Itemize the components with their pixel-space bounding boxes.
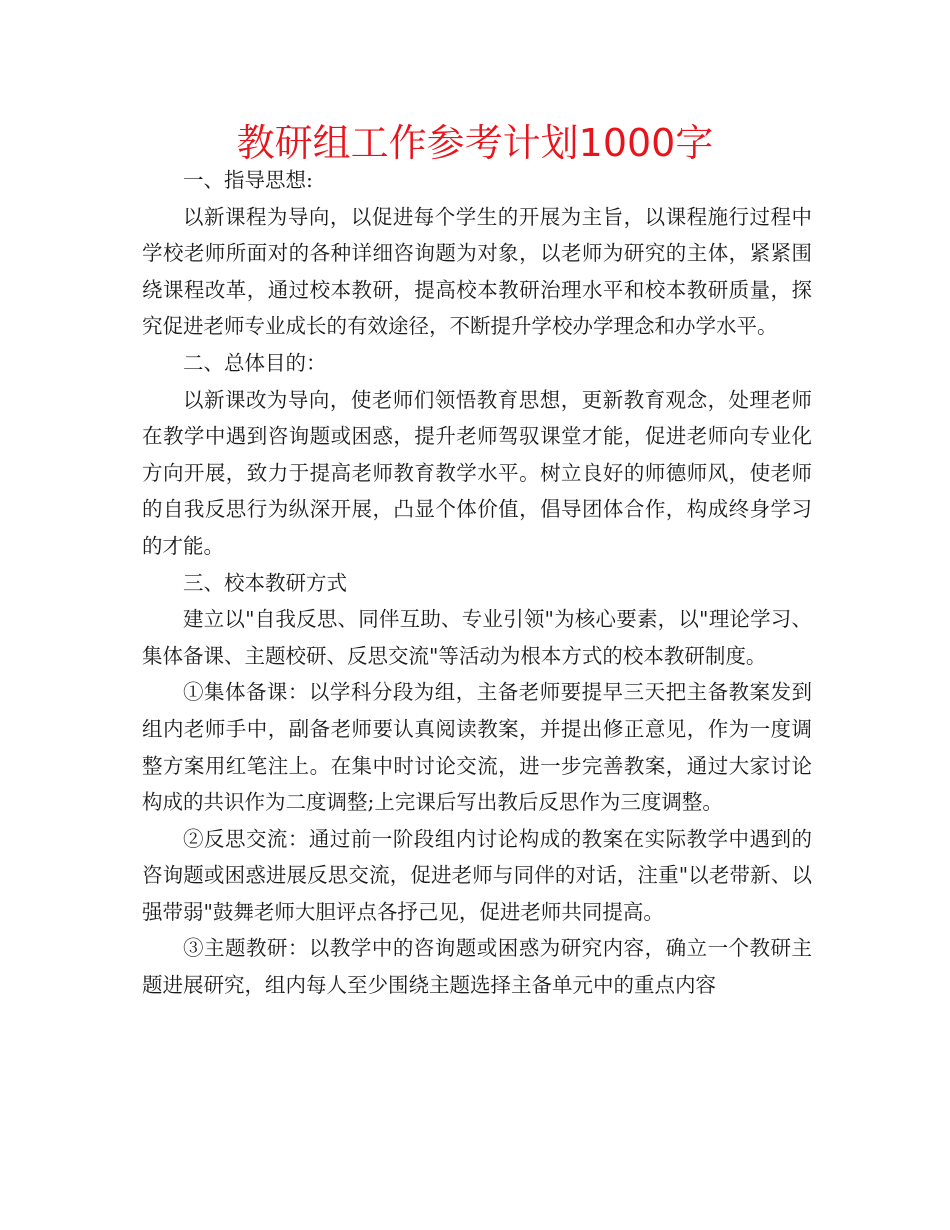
section-heading-research-methods: 三、校本教研方式 bbox=[183, 570, 347, 595]
paragraph-reflection-exchange: ②反思交流：通过前一阶段组内讨论构成的教案在实际教学中遇到的咨询题或困惑进展反思交流，促进老师与同伴的对话，注重"以老带新、以强带弱"鼓舞老师大胆评点各抒己见，促进老师共同提高。 bbox=[142, 826, 812, 924]
paragraph-overall-goal: 以新课改为导向，使老师们领悟教育思想，更新教育观念，处理老师在教学中遇到咨询题或困惑，提升老师驾驭课堂才能，促进老师向专业化方向开展，致力于提高老师教育教学水平。树立良好的师德师风，使老师的自我反思行为纵深开展，凸显个体价值，倡导团体合作，构成终身学习的才能。 bbox=[142, 387, 812, 558]
paragraph-collective-lesson-prep: ①集体备课：以学科分段为组，主备老师要提早三天把主备教案发到组内老师手中，副备老师要认真阅读教案，并提出修正意见，作为一度调整方案用红笔注上。在集中时讨论交流，进一步完善教案，通过大家讨论构成的共识作为二度调整;上完课后写出教后反思作为三度调整。 bbox=[142, 680, 812, 815]
section-heading-guiding-thought: 一、指导思想: bbox=[183, 168, 313, 192]
document-title: 教研组工作参考计划1000字 bbox=[236, 121, 714, 165]
document-body bbox=[142, 162, 812, 1004]
paragraph-theme-research: ③主题教研：以教学中的咨询题或困惑为研究内容，确立一个教研主题进展研究，组内每人至少围绕主题选择主备单元中的重点内容 bbox=[142, 936, 812, 998]
section-heading-overall-goal: 二、总体目的： bbox=[183, 350, 327, 375]
paragraph-research-methods: 建立以"自我反思、同伴互助、专业引领"为核心要素，以"理论学习、集体备课、主题校研、反思交流"等活动为根本方式的校本教研制度。 bbox=[142, 607, 812, 668]
paragraph-guiding-thought: 以新课程为导向，以促进每个学生的开展为主旨，以课程施行过程中学校老师所面对的各种详细咨询题为对象，以老师为研究的主体，紧紧围绕课程改革，通过校本教研，提高校本教研治理水平和校本教研质量，探究促进老师专业成长的有效途径，不断提升学校办学理念和办学水平。 bbox=[142, 204, 812, 339]
